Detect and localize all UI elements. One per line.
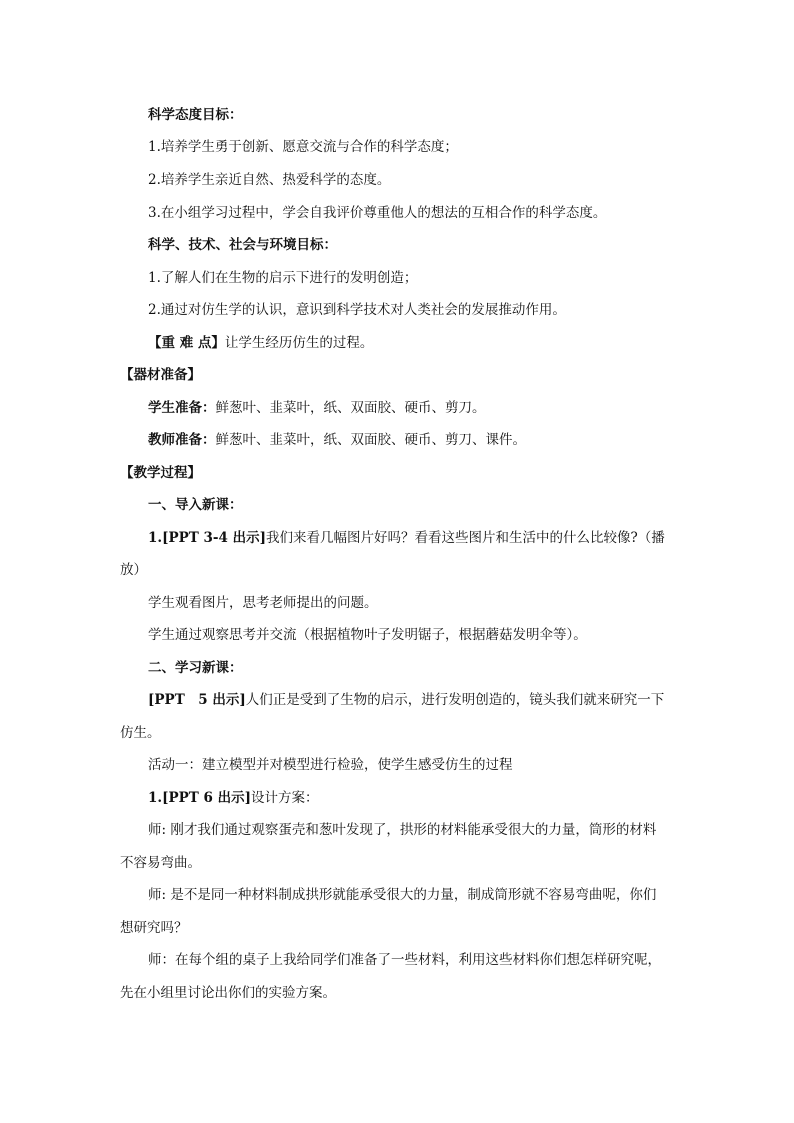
heading-materials: 【器材准备】 [120,367,201,383]
key-points-label: 【重 难 点】 [148,335,225,351]
heading-introduction: 一、导入新课： [148,497,243,513]
paragraph: 仿生。 [120,725,161,741]
paragraph: 设计方案： [251,790,319,806]
paragraph: 放） [120,562,147,578]
paragraph: 不容易弯曲。 [120,855,201,871]
paragraph: 3.在小组学习过程中，学会自我评价尊重他人的想法的互相合作的科学态度。 [148,205,607,221]
teacher-materials-text: 鲜葱叶、韭菜叶，纸、双面胶、硬币、剪刀、课件。 [215,432,526,448]
paragraph: 人们正是受到了生物的启示，进行发明创造的，镜头我们就来研究一下 [245,692,665,708]
ppt-tag: 1.[PPT 3-4 出示] [148,530,267,546]
intro-step-1 [148,528,665,548]
heading-teaching-process: 【教学过程】 [120,465,201,481]
heading-new-lesson: 二、学习新课： [148,660,243,676]
paragraph: 学生通过观察思考并交流（根据植物叶子发明锯子，根据蘑菇发明伞等）。 [148,627,587,643]
student-materials-label: 学生准备： [148,400,216,416]
activity-one: 活动一：建立模型并对模型进行检验，使学生感受仿生的过程 [148,757,513,773]
activity-step-1 [148,788,319,808]
paragraph: 1.了解人们在生物的启示下进行的发明创造； [148,270,418,286]
paragraph: 师: 刚才我们通过观察蛋壳和葱叶发现了，拱形的材料能承受很大的力量，筒形的材料 [148,822,657,838]
paragraph: 想研究吗？ [120,920,188,936]
ppt-tag: 1.[PPT 6 出示] [148,790,252,806]
heading-attitude-goals: 科学态度目标： [148,107,243,123]
paragraph: 2.培养学生亲近自然、热爱科学的态度。 [148,172,391,188]
teacher-materials-line [148,430,526,450]
key-points-line [148,333,373,353]
student-materials-text: 鲜葱叶、韭菜叶，纸、双面胶、硬币、剪刀。 [215,400,486,416]
teacher-materials-label: 教师准备： [148,432,216,448]
paragraph: 先在小组里讨论出你们的实验方案。 [120,985,336,1001]
paragraph: 我们来看几幅图片好吗？看看这些图片和生活中的什么比较像?（播 [266,530,665,546]
student-materials-line [148,398,486,418]
paragraph: 师：在每个组的桌子上我给同学们准备了一些材料，利用这些材料你们想怎样研究呢， [148,952,661,968]
new-lesson-intro [148,690,664,710]
paragraph: 1.培养学生勇于创新、愿意交流与合作的科学态度； [148,139,458,155]
ppt-tag: [PPT 5 出示] [148,692,246,708]
heading-stse-goals: 科学、技术、社会与环境目标： [148,237,337,253]
key-points-text: 让学生经历仿生的过程。 [224,335,374,351]
paragraph: 2.通过对仿生学的认识，意识到科学技术对人类社会的发展推动作用。 [148,302,566,318]
paragraph: 师: 是不是同一种材料制成拱形就能承受很大的力量，制成筒形就不容易弯曲呢，你们 [148,887,657,903]
paragraph: 学生观看图片，思考老师提出的问题。 [148,595,378,611]
